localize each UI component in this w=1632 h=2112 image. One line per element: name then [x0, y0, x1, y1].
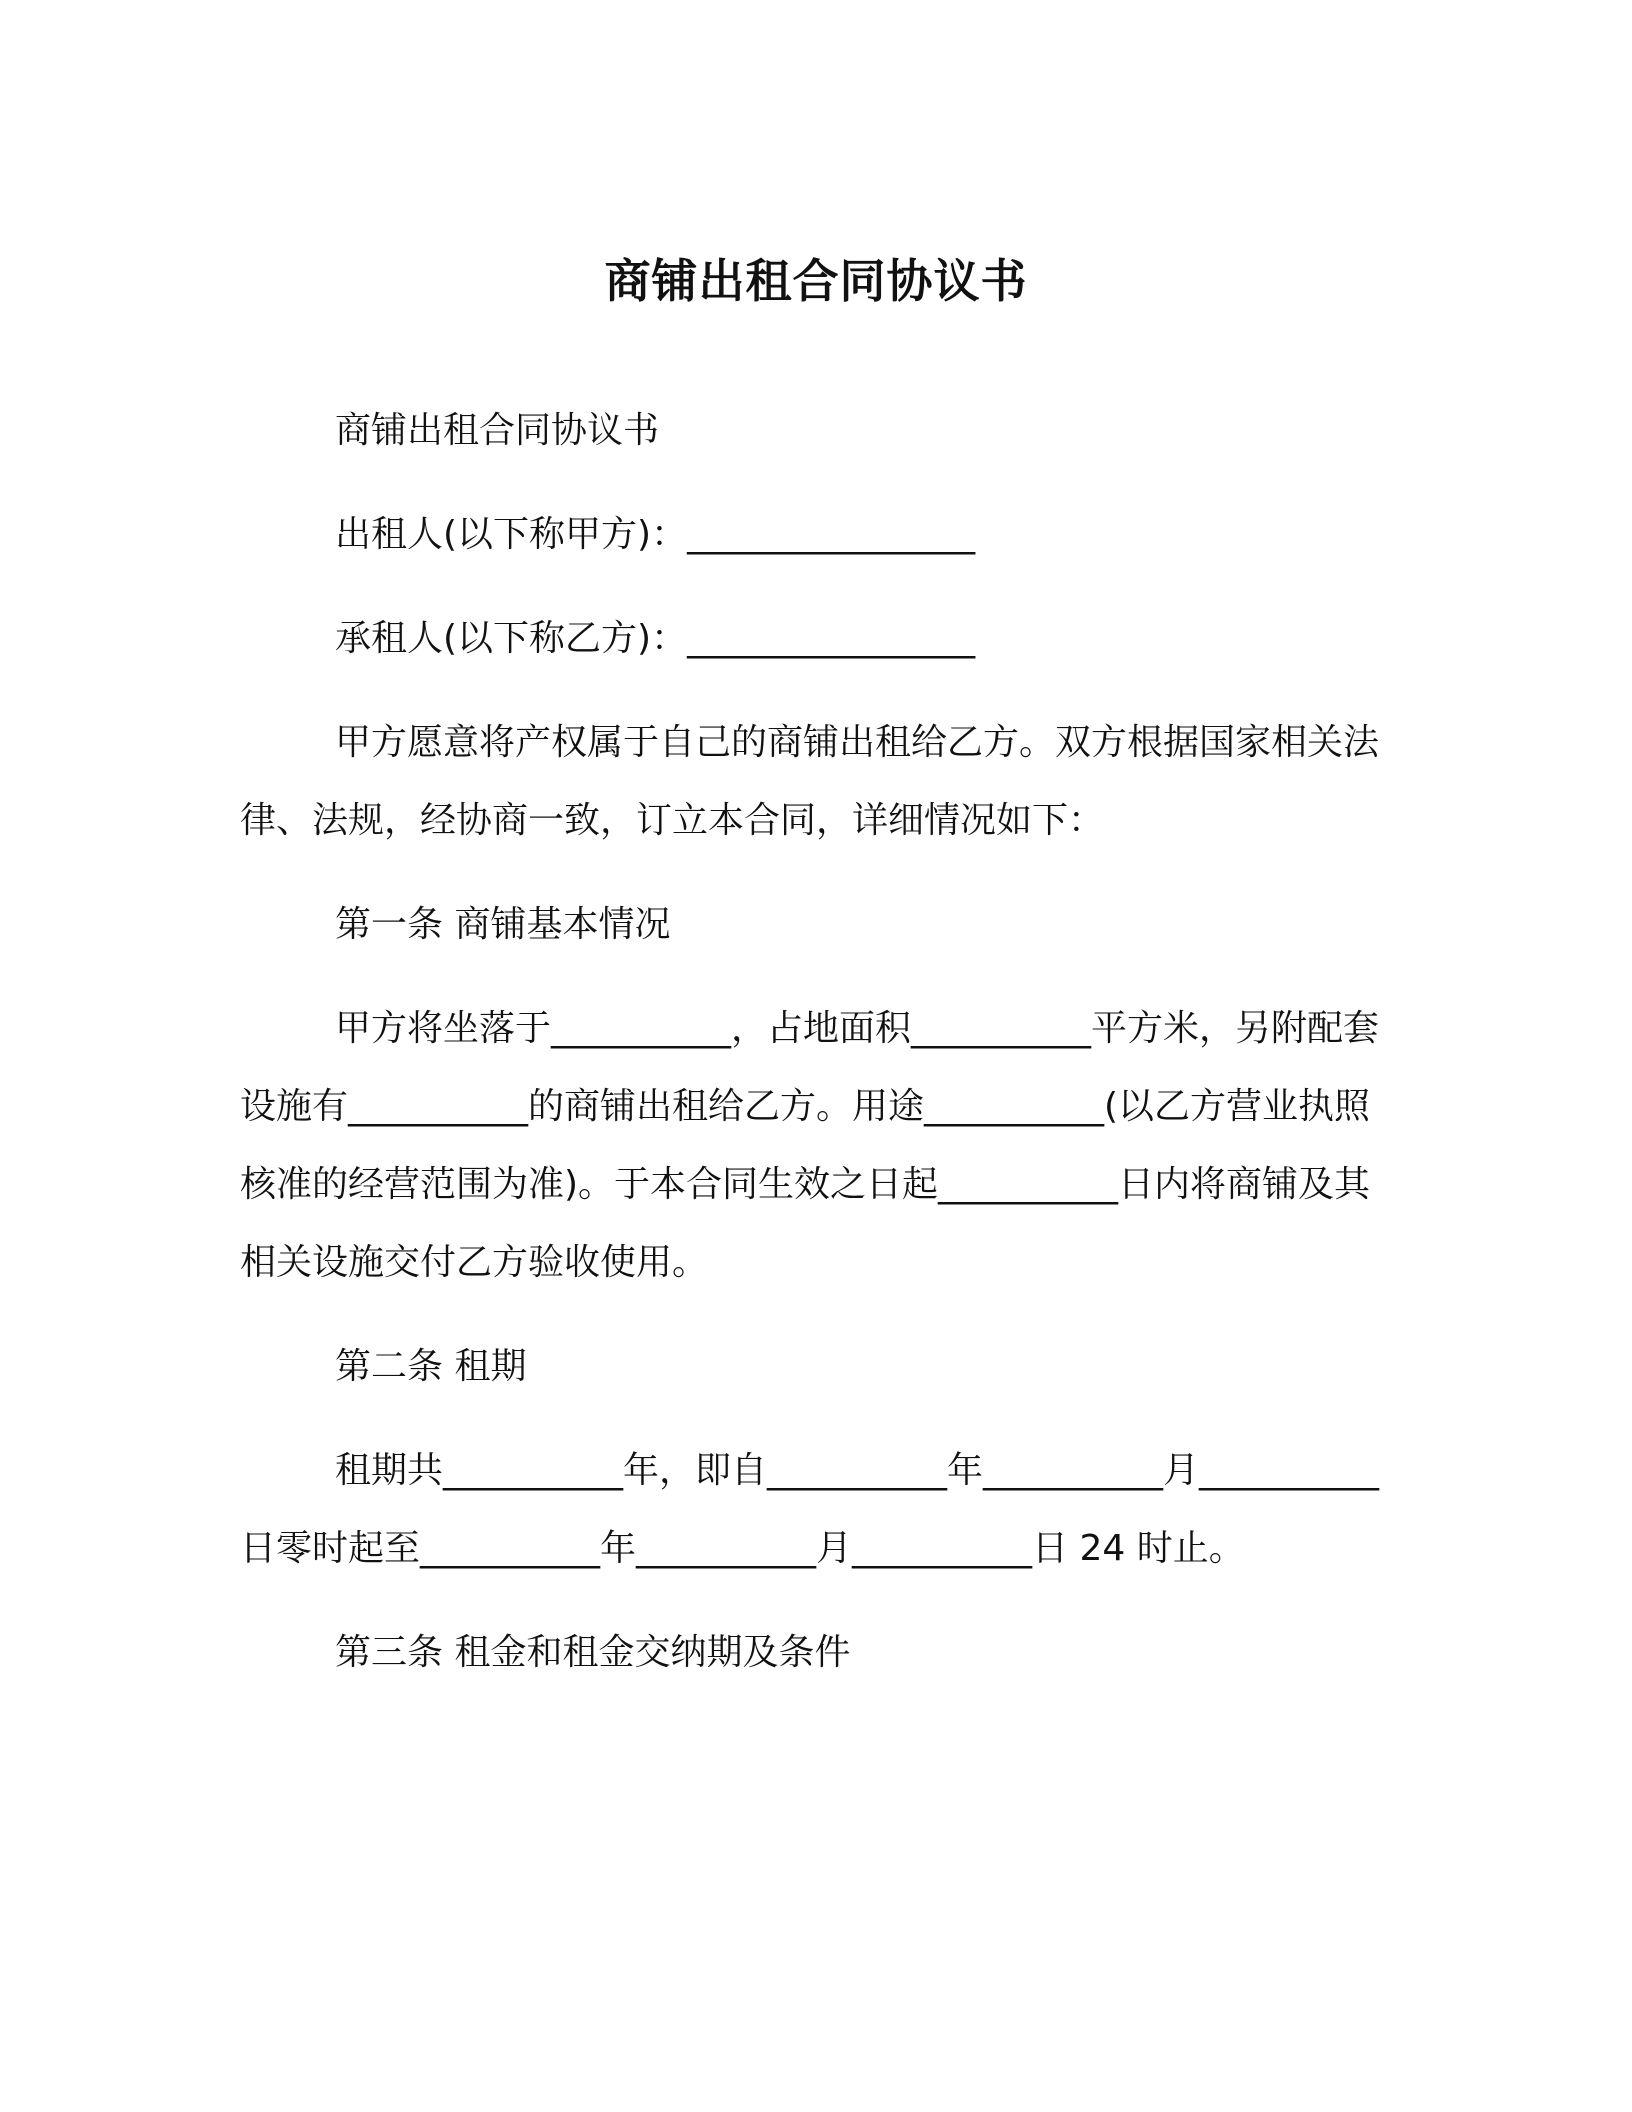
section-heading-1: 第一条 商铺基本情况 [335, 904, 671, 945]
document-body [240, 392, 1380, 1692]
paragraph-shop-info: 甲方将坐落于__________，占地面积__________平方米，另附配套设施有__________的商铺出租给乙方。用途__________(以乙方营业执照核准的经营范围为准)。于本合同生效之日起__________日内将商铺及其相关设施交付乙方验收使用。 [240, 1008, 1380, 1283]
paragraph-subtitle: 商铺出租合同协议书 [335, 410, 660, 451]
paragraph-lessee: 承租人(以下称乙方)：________________ [335, 618, 976, 659]
paragraph-lessor: 出租人(以下称甲方)：________________ [335, 514, 976, 555]
section-heading-2: 第二条 租期 [335, 1346, 527, 1387]
paragraph-lease-term: 租期共__________年，即自__________年__________月__________日零时起至__________年__________月__________日 24 时止。 [240, 1450, 1380, 1569]
document-title: 商铺出租合同协议书 [604, 253, 1028, 308]
section-heading-3: 第三条 租金和租金交纳期及条件 [335, 1632, 851, 1673]
paragraph-intro: 甲方愿意将产权属于自己的商铺出租给乙方。双方根据国家相关法律、法规，经协商一致，订立本合同，详细情况如下： [240, 722, 1380, 841]
